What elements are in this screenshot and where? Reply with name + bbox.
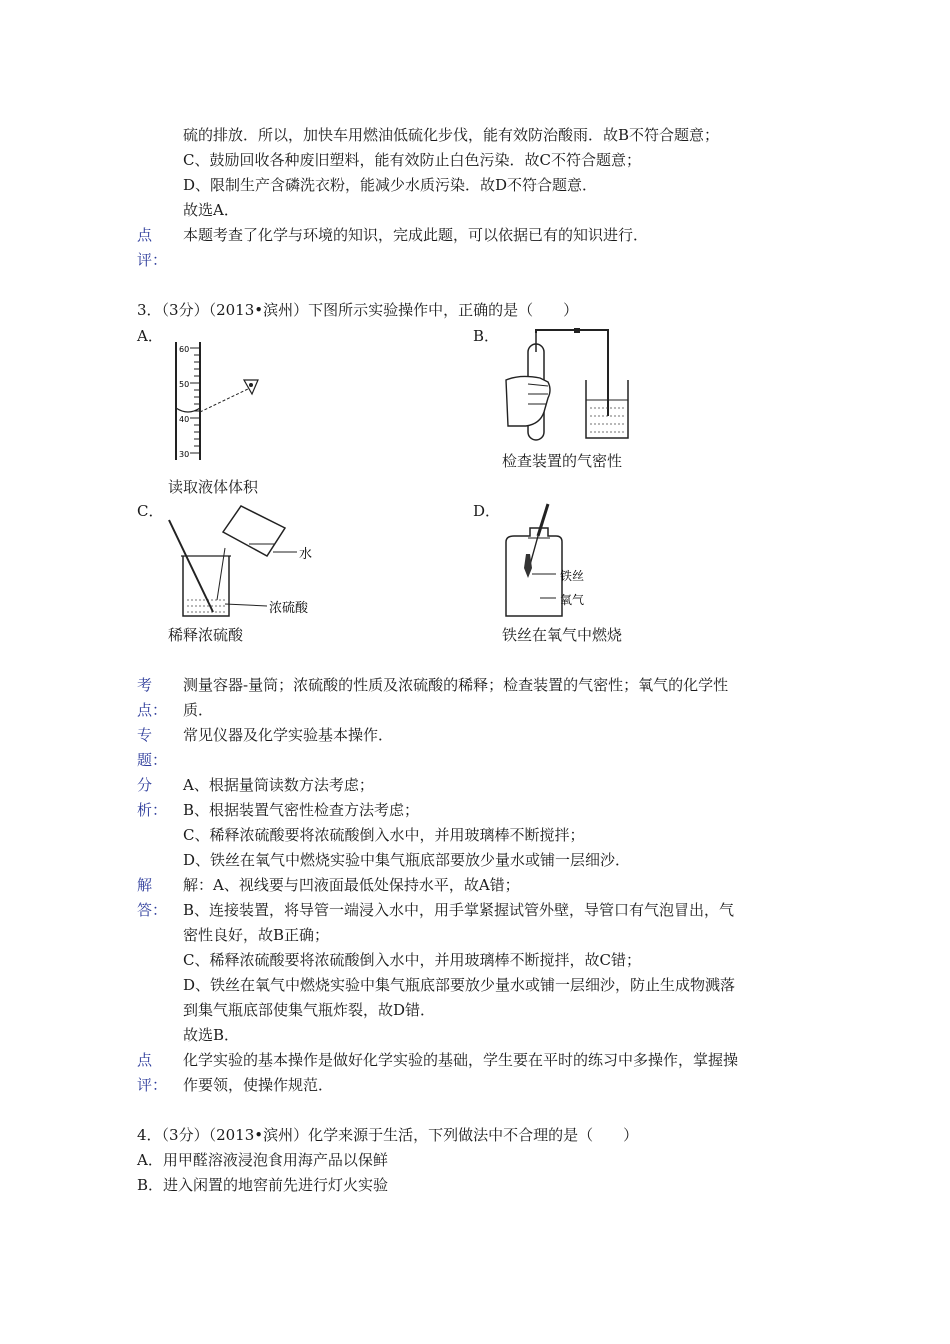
q3-option-c-caption: 稀释浓硫酸 — [168, 626, 244, 644]
jieda-text: 解：A、视线要与凹液面最低处保持水平，故A错； — [183, 876, 520, 894]
dianping-label: 点 — [137, 1051, 153, 1069]
zhuanti-label: 专 — [137, 726, 153, 744]
kaodian-text: 测量容器-量筒；浓硫酸的性质及浓硫酸的稀释；检查装置的气密性；氧气的化学性 — [183, 676, 729, 694]
kaodian-text: 质． — [183, 701, 214, 719]
prev-line: C、鼓励回收各种废旧塑料，能有效防止白色污染．故C不符合题意； — [183, 151, 641, 169]
prev-line: D、限制生产含磷洗衣粉，能减少水质污染．故D不符合题意． — [183, 176, 598, 194]
tick-label: 50 — [179, 380, 190, 389]
jieda-text: 故选B． — [183, 1026, 240, 1044]
iron-wire-burning-figure — [500, 502, 600, 620]
acid-label: 浓硫酸 — [269, 601, 309, 616]
jieda-text: C、稀释浓硫酸要将浓硫酸倒入水中，并用玻璃棒不断搅拌，故C错； — [183, 951, 641, 969]
q4-option: B．进入闲置的地窖前先进行灯火实验 — [137, 1176, 389, 1194]
fenxi-text: B、根据装置气密性检查方法考虑； — [183, 801, 420, 819]
dianping-label: 评： — [137, 1076, 168, 1094]
comment-label: 点 — [137, 226, 153, 244]
fenxi-text: C、稀释浓硫酸要将浓硫酸倒入水中，并用玻璃棒不断搅拌； — [183, 826, 585, 844]
zhuanti-label: 题： — [137, 751, 168, 769]
q3-option-a-caption: 读取液体体积 — [168, 478, 259, 496]
jieda-text: 密性良好，故B正确； — [183, 926, 330, 944]
airtightness-check-figure — [500, 328, 640, 446]
oxygen-label: 氧气 — [560, 593, 585, 607]
tick-label: 30 — [179, 450, 190, 459]
water-label: 水 — [299, 547, 313, 562]
q3-option-c-letter: C． — [137, 502, 164, 520]
q3-stem: 3．（3分）（2013•滨州）下图所示实验操作中，正确的是（ ） — [137, 301, 579, 319]
iron-wire-label: 铁丝 — [560, 569, 585, 583]
zhuanti-text: 常见仪器及化学实验基本操作． — [183, 726, 394, 744]
fenxi-text: A、根据量筒读数方法考虑； — [183, 776, 374, 794]
kaodian-label: 考 — [137, 676, 153, 694]
tick-label: 40 — [179, 415, 190, 424]
q3-option-b-caption: 检查装置的气密性 — [502, 452, 623, 470]
dianping-text: 化学实验的基本操作是做好化学实验的基础，学生要在平时的练习中多操作，掌握操 — [183, 1051, 739, 1069]
q3-option-a-letter: A． — [137, 327, 163, 345]
prev-line: 故选A． — [183, 201, 239, 219]
q3-option-d-caption: 铁丝在氧气中燃烧 — [502, 626, 623, 644]
dianping-text: 作要领，使操作规范． — [183, 1076, 334, 1094]
tick-label: 60 — [179, 345, 190, 354]
q3-option-b-letter: B． — [473, 327, 500, 345]
kaodian-label: 点： — [137, 701, 168, 719]
q4-option: A．用甲醛溶液浸泡食用海产品以保鲜 — [137, 1151, 388, 1169]
jieda-text: 到集气瓶底部使集气瓶炸裂，故D错． — [183, 1001, 436, 1019]
prev-line: 硫的排放．所以，加快车用燃油低硫化步伐，能有效防治酸雨．故B不符合题意； — [183, 126, 720, 144]
fenxi-label: 析： — [137, 801, 168, 819]
q4-stem: 4．（3分）（2013•滨州）化学来源于生活，下列做法中不合理的是（ ） — [137, 1126, 639, 1144]
jieda-text: D、铁丝在氧气中燃烧实验中集气瓶底部要放少量水或铺一层细沙，防止生成物溅落 — [183, 976, 736, 994]
fenxi-text: D、铁丝在氧气中燃烧实验中集气瓶底部要放少量水或铺一层细沙． — [183, 851, 631, 869]
q3-option-d-letter: D． — [473, 502, 501, 520]
jieda-label: 解 — [137, 876, 153, 894]
jieda-label: 答： — [137, 901, 168, 919]
dilute-sulfuric-acid-figure — [165, 500, 335, 622]
fenxi-label: 分 — [137, 776, 153, 794]
prev-comment: 本题考查了化学与环境的知识，完成此题，可以依据已有的知识进行． — [183, 226, 649, 244]
jieda-text: B、连接装置，将导管一端浸入水中，用手掌紧握试管外壁，导管口有气泡冒出，气 — [183, 901, 735, 919]
comment-label: 评： — [137, 251, 168, 269]
graduated-cylinder-figure — [160, 338, 270, 466]
